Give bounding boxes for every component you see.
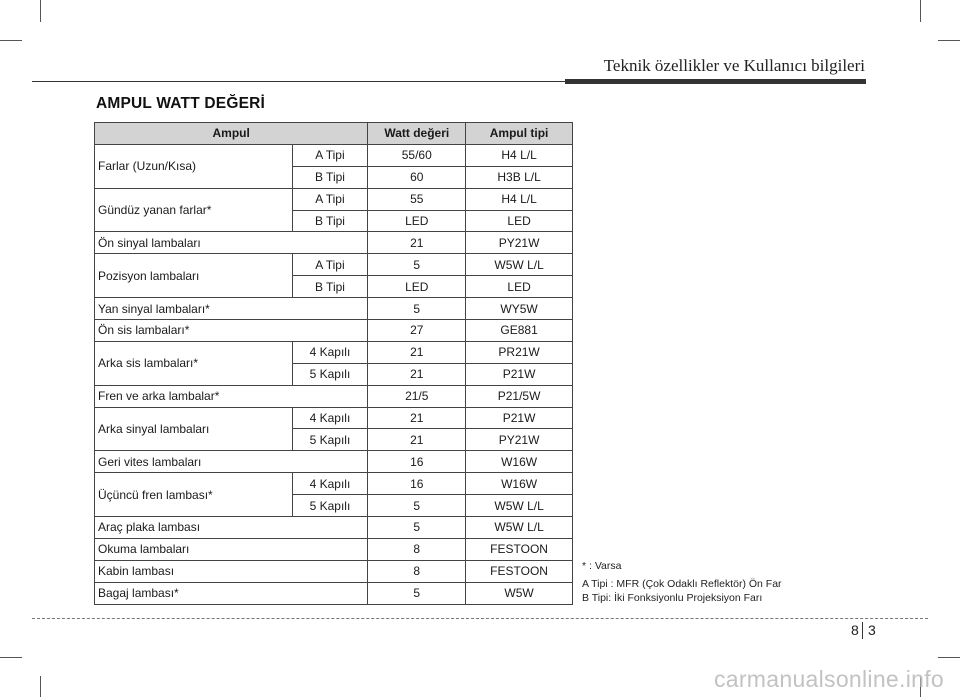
watt-value: 16 xyxy=(368,451,466,473)
bulb-type: FESTOON xyxy=(466,560,573,582)
bulb-name: Yan sinyal lambaları* xyxy=(95,298,368,320)
table-row xyxy=(95,385,573,407)
variant-type: B Tipi xyxy=(292,210,368,232)
bulb-type: W5W L/L xyxy=(466,517,573,539)
watt-value: 8 xyxy=(368,538,466,560)
watt-value: 27 xyxy=(368,320,466,342)
table-row xyxy=(95,407,573,429)
table-row xyxy=(95,298,573,320)
bulb-name: Bagaj lambası* xyxy=(95,582,368,604)
bulb-name: Ön sinyal lambaları xyxy=(95,232,368,254)
bulb-name: Ön sis lambaları* xyxy=(95,320,368,342)
variant-type: 4 Kapılı xyxy=(292,473,368,495)
table-row xyxy=(95,582,573,604)
bulb-name: Araç plaka lambası xyxy=(95,517,368,539)
watt-value: 5 xyxy=(368,254,466,276)
crop-mark xyxy=(40,676,41,697)
watt-value: 21 xyxy=(368,363,466,385)
note-b-tipi: B Tipi: İki Fonksiyonlu Projeksiyon Farı xyxy=(582,592,763,604)
variant-type: B Tipi xyxy=(292,166,368,188)
bulb-type: FESTOON xyxy=(466,538,573,560)
bulb-name: Farlar (Uzun/Kısa) xyxy=(95,144,293,188)
bulb-name: Pozisyon lambaları xyxy=(95,254,293,298)
watt-value: 21 xyxy=(368,232,466,254)
table-row xyxy=(95,144,573,166)
header-watt: Watt değeri xyxy=(368,123,466,145)
watt-value: LED xyxy=(368,210,466,232)
watt-value: 21 xyxy=(368,429,466,451)
crop-mark xyxy=(40,0,41,22)
table-row xyxy=(95,341,573,363)
bulb-type: LED xyxy=(466,210,573,232)
watt-value: 55/60 xyxy=(368,144,466,166)
table-row xyxy=(95,188,573,210)
bulb-name: Arka sis lambaları* xyxy=(95,341,293,385)
header-tip: Ampul tipi xyxy=(466,123,573,145)
bulb-type: PR21W xyxy=(466,341,573,363)
page-header-title: Teknik özellikler ve Kullanıcı bilgileri xyxy=(603,56,865,75)
chapter-number: 8 xyxy=(851,622,859,638)
bulb-name: Üçüncü fren lambası* xyxy=(95,473,293,517)
bulb-type: H4 L/L xyxy=(466,144,573,166)
note-varsa: * : Varsa xyxy=(582,560,622,572)
bulb-type: W16W xyxy=(466,451,573,473)
table-row xyxy=(95,473,573,495)
variant-type: 4 Kapılı xyxy=(292,341,368,363)
bulb-name: Arka sinyal lambaları xyxy=(95,407,293,451)
bulb-type: LED xyxy=(466,276,573,298)
crop-mark xyxy=(0,40,22,41)
bulb-type: W5W L/L xyxy=(466,495,573,517)
bulb-type: W5W L/L xyxy=(466,254,573,276)
variant-type: B Tipi xyxy=(292,276,368,298)
variant-type: A Tipi xyxy=(292,144,368,166)
table-row xyxy=(95,232,573,254)
variant-type: A Tipi xyxy=(292,254,368,276)
watt-value: 5 xyxy=(368,298,466,320)
table-row xyxy=(95,538,573,560)
table-row xyxy=(95,517,573,539)
header-ampul: Ampul xyxy=(95,123,368,145)
note-a-tipi: A Tipi : MFR (Çok Odaklı Reflektör) Ön Far xyxy=(582,578,782,590)
bulb-type: W5W xyxy=(466,582,573,604)
watt-value: 5 xyxy=(368,495,466,517)
crop-mark xyxy=(920,0,921,22)
table-row xyxy=(95,560,573,582)
bulb-type: P21W xyxy=(466,363,573,385)
variant-type: 4 Kapılı xyxy=(292,407,368,429)
page-number: 3 xyxy=(868,622,876,638)
bulb-type: P21/5W xyxy=(466,385,573,407)
bulb-type: P21W xyxy=(466,407,573,429)
bulb-type: W16W xyxy=(466,473,573,495)
watt-value: 16 xyxy=(368,473,466,495)
bulb-type: PY21W xyxy=(466,232,573,254)
watt-value: 8 xyxy=(368,560,466,582)
variant-type: 5 Kapılı xyxy=(292,363,368,385)
variant-type: A Tipi xyxy=(292,188,368,210)
crop-mark xyxy=(0,657,22,658)
watt-value: 5 xyxy=(368,582,466,604)
bulb-type: H3B L/L xyxy=(466,166,573,188)
bulb-name: Okuma lambaları xyxy=(95,538,368,560)
crop-mark xyxy=(938,657,960,658)
bulb-type: PY21W xyxy=(466,429,573,451)
variant-type: 5 Kapılı xyxy=(292,429,368,451)
watermark: carmanualsonline.info xyxy=(713,666,944,692)
page-number-divider xyxy=(862,622,863,639)
table-row xyxy=(95,254,573,276)
variant-type: 5 Kapılı xyxy=(292,495,368,517)
bulb-name: Fren ve arka lambalar* xyxy=(95,385,368,407)
watt-value: 5 xyxy=(368,517,466,539)
bulb-type: H4 L/L xyxy=(466,188,573,210)
bulb-type: GE881 xyxy=(466,320,573,342)
watt-value: 55 xyxy=(368,188,466,210)
watt-value: 21/5 xyxy=(368,385,466,407)
header-bar xyxy=(565,79,866,84)
section-title: AMPUL WATT DEĞERİ xyxy=(96,95,266,112)
watt-value: 21 xyxy=(368,407,466,429)
bulb-name: Gündüz yanan farlar* xyxy=(95,188,293,232)
table-header-row xyxy=(95,123,573,145)
table-row xyxy=(95,451,573,473)
crop-mark xyxy=(938,40,960,41)
watt-value: 60 xyxy=(368,166,466,188)
bulb-type: WY5W xyxy=(466,298,573,320)
watt-value: 21 xyxy=(368,341,466,363)
bulb-wattage-table xyxy=(94,122,573,605)
footer-dashed-rule xyxy=(32,618,928,619)
watt-value: LED xyxy=(368,276,466,298)
table-row xyxy=(95,320,573,342)
bulb-name: Kabin lambası xyxy=(95,560,368,582)
bulb-name: Geri vites lambaları xyxy=(95,451,368,473)
